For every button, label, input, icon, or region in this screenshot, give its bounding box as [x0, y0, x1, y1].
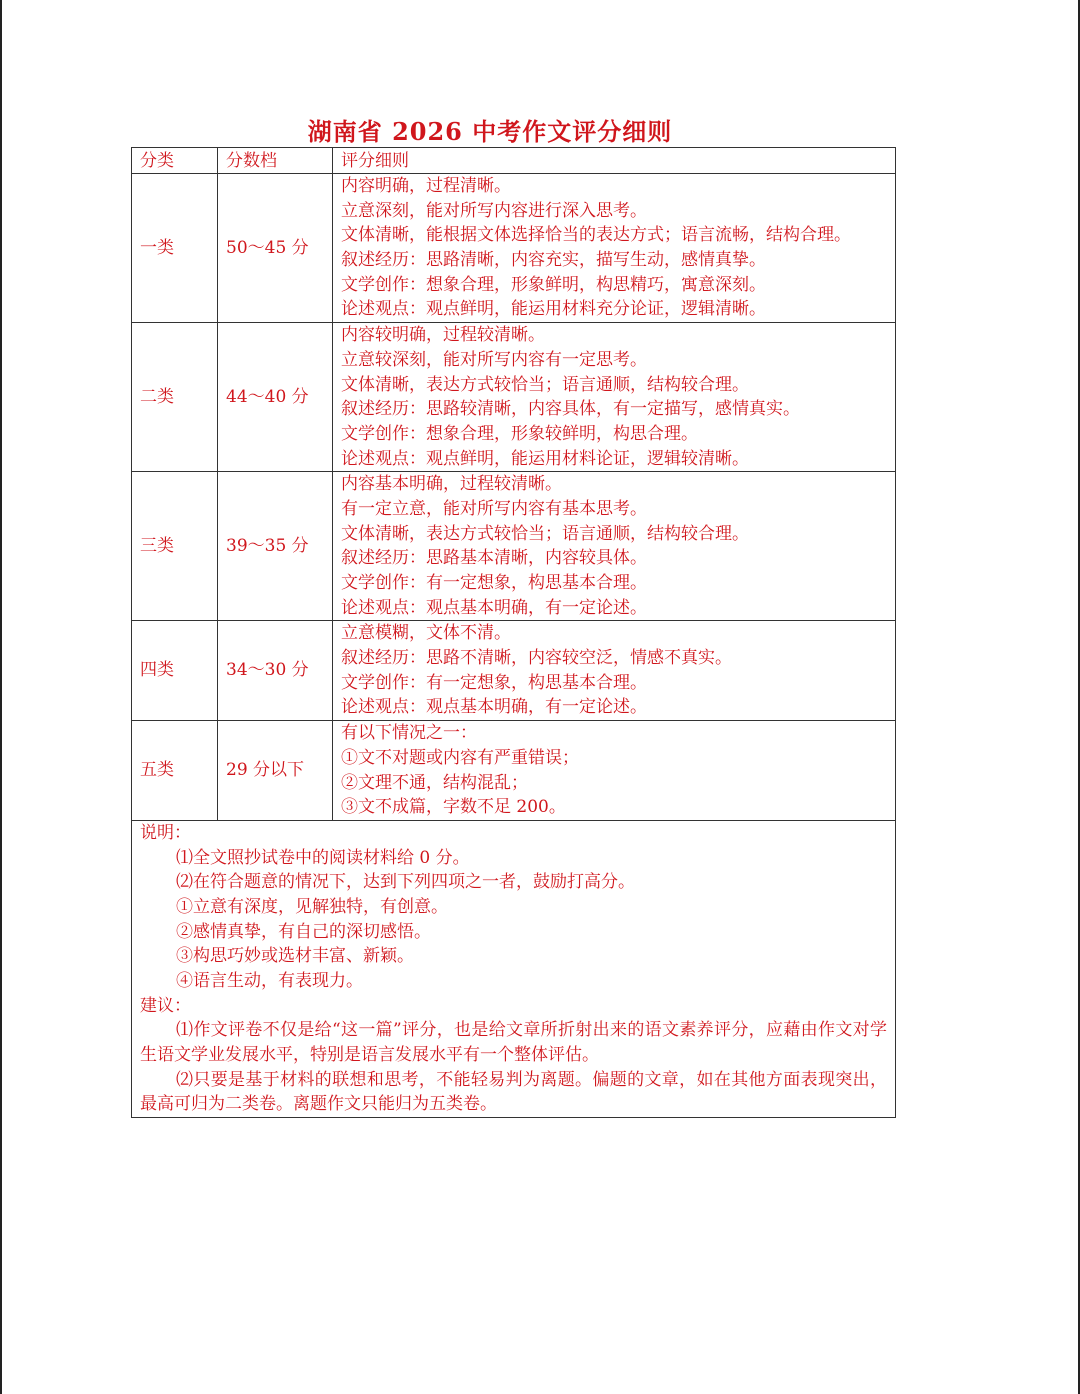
suggest-item: ⑵只要是基于材料的联想和思考，不能轻易判为离题。偏题的文章，如在其他方面表现突出，最高可归为二类卷。离题作文只能归为五类卷。	[140, 1069, 887, 1115]
detail-line: ②文理不通，结构混乱；	[341, 772, 528, 793]
detail-line: 叙述经历：思路清晰，内容充实，描写生动，感情真挚。	[341, 250, 766, 271]
explain-item: ⑴全文照抄试卷中的阅读材料给 0 分。	[176, 847, 470, 868]
row-category: 四类	[132, 621, 218, 721]
detail-line: 立意深刻，能对所写内容进行深入思考。	[341, 200, 647, 221]
scoring-table	[131, 147, 896, 1118]
detail-line: 有以下情况之一：	[341, 723, 477, 744]
table-row	[132, 323, 896, 472]
explain-label: 说明：	[140, 822, 191, 843]
header-details: 评分细则	[333, 148, 896, 174]
row-category: 五类	[132, 721, 218, 821]
detail-line: 立意模糊，文体不清。	[341, 623, 511, 644]
row-category: 二类	[132, 323, 218, 472]
explain-item: ③构思巧妙或选材丰富、新颖。	[176, 946, 414, 967]
detail-line: 论述观点：观点鲜明，能运用材料论证，逻辑较清晰。	[341, 448, 749, 469]
suggest-item: ⑴作文评卷不仅是给“这一篇”评分，也是给文章所折射出来的语文素养评分，应藉由作文对学生语文学业发展水平，特别是语言发展水平有一个整体评估。	[140, 1020, 887, 1066]
table-row	[132, 721, 896, 821]
detail-line: 有一定立意，能对所写内容有基本思考。	[341, 498, 647, 519]
document-title: 湖南省 2026 中考作文评分细则	[307, 117, 673, 146]
detail-line: 论述观点：观点基本明确，有一定论述。	[341, 697, 647, 718]
header-score: 分数档	[218, 148, 333, 174]
detail-line: 叙述经历：思路不清晰，内容较空泛，情感不真实。	[341, 648, 732, 669]
table-header-row	[132, 148, 896, 174]
header-category: 分类	[132, 148, 218, 174]
detail-line: 文学创作：想象合理，形象鲜明，构思精巧，寓意深刻。	[341, 274, 766, 295]
detail-line: 内容较明确，过程较清晰。	[341, 325, 545, 346]
detail-line: ①文不对题或内容有严重错误；	[341, 747, 579, 768]
explain-item: ②感情真挚，有自己的深切感悟。	[176, 921, 431, 942]
explain-item: ①立意有深度，见解独特，有创意。	[176, 896, 448, 917]
detail-line: 论述观点：观点鲜明，能运用材料充分论证，逻辑清晰。	[341, 299, 766, 320]
detail-line: 文体清晰，表达方式较恰当；语言通顺，结构较合理。	[341, 523, 749, 544]
table-row	[132, 472, 896, 621]
row-score: 44～40 分	[218, 323, 333, 472]
row-score: 34～30 分	[218, 621, 333, 721]
table-row	[132, 621, 896, 721]
row-score: 29 分以下	[218, 721, 333, 821]
notes-row	[132, 820, 896, 1117]
detail-line: 论述观点：观点基本明确，有一定论述。	[341, 597, 647, 618]
detail-line: ③文不成篇，字数不足 200。	[341, 797, 566, 818]
row-details	[333, 472, 896, 621]
explain-item: ④语言生动，有表现力。	[176, 971, 363, 991]
detail-line: 叙述经历：思路基本清晰，内容较具体。	[341, 548, 647, 569]
detail-line: 内容基本明确，过程较清晰。	[341, 474, 562, 495]
row-details	[333, 621, 896, 721]
row-category: 三类	[132, 472, 218, 621]
row-score: 39～35 分	[218, 472, 333, 621]
row-score: 50～45 分	[218, 174, 333, 323]
table-row	[132, 174, 896, 323]
row-details	[333, 721, 896, 821]
row-details	[333, 174, 896, 323]
detail-line: 叙述经历：思路较清晰，内容具体，有一定描写，感情真实。	[341, 399, 800, 420]
detail-line: 立意较深刻，能对所写内容有一定思考。	[341, 349, 647, 370]
notes-cell	[132, 820, 896, 1117]
detail-line: 文体清晰，能根据文体选择恰当的表达方式；语言流畅，结构合理。	[341, 225, 851, 246]
detail-line: 文学创作：有一定想象，构思基本合理。	[341, 573, 647, 593]
detail-line: 文学创作：有一定想象，构思基本合理。	[341, 672, 647, 693]
suggest-label: 建议：	[140, 995, 191, 1016]
row-details	[333, 323, 896, 472]
detail-line: 文学创作：想象合理，形象较鲜明，构思合理。	[341, 423, 698, 444]
explain-item: ⑵在符合题意的情况下，达到下列四项之一者，鼓励打高分。	[176, 872, 635, 893]
detail-line: 内容明确，过程清晰。	[341, 176, 511, 196]
row-category: 一类	[132, 174, 218, 323]
detail-line: 文体清晰，表达方式较恰当；语言通顺，结构较合理。	[341, 374, 749, 395]
page-frame-left	[0, 0, 2, 1394]
